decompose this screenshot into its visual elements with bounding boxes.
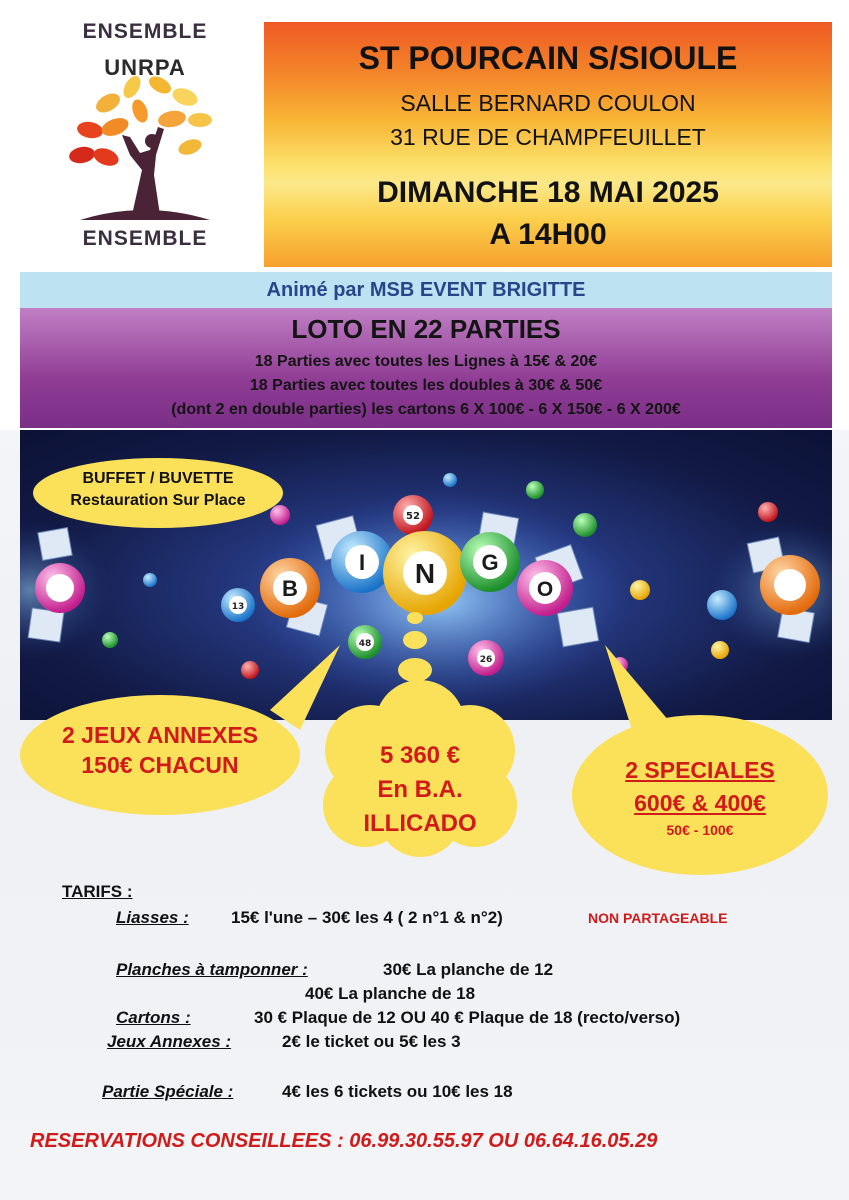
- bingo-letter-g: G: [481, 550, 499, 575]
- ball-number-26: 26: [479, 655, 493, 665]
- loto-line-3: (dont 2 en double parties) les cartons 6 X 100€ - 6 X 150€ - 6 X 200€: [171, 401, 681, 418]
- bingo-letter-o: O: [536, 578, 554, 601]
- annexes-value: 2€ le ticket ou 5€ les 3: [282, 1032, 461, 1051]
- liasses-note: NON PARTAGEABLE: [588, 910, 728, 926]
- speciales-line-3: 50€ - 100€: [666, 822, 734, 838]
- bingo-letter-i: I: [358, 550, 366, 575]
- town-name: ST POURCAIN S/SIOULE: [358, 40, 738, 76]
- animator-text: Animé par MSB EVENT BRIGITTE: [266, 279, 586, 301]
- prize-amount: 5 360 €: [379, 742, 461, 769]
- unrpa-logo: [40, 15, 250, 260]
- reservations-text: RESERVATIONS CONSEILLEES : 06.99.30.55.97 OU 06.64.16.05.29: [30, 1130, 658, 1152]
- loto-line-2: 18 Parties avec toutes les doubles à 30€ & 50€: [249, 377, 603, 394]
- tree-icon: [60, 75, 230, 225]
- venue-name: SALLE BERNARD COULON: [400, 90, 696, 116]
- loto-line-1: 18 Parties avec toutes les Lignes à 15€ & 20€: [254, 353, 598, 370]
- ball-number-48: 48: [358, 639, 372, 649]
- speciale-label: Partie Spéciale :: [102, 1082, 234, 1101]
- annexes-line-2: 150€ CHACUN: [81, 752, 239, 778]
- loto-title: LOTO EN 22 PARTIES: [291, 314, 561, 344]
- event-date: DIMANCHE 18 MAI 2025: [377, 176, 719, 209]
- prize-brand: ILLICADO: [363, 810, 477, 837]
- speciale-value: 4€ les 6 tickets ou 10€ les 18: [282, 1082, 513, 1101]
- bingo-letter-n: N: [414, 558, 436, 589]
- liasses-value: 15€ l'une – 30€ les 4 ( 2 n°1 & n°2): [231, 908, 503, 927]
- annexes-line-1: 2 JEUX ANNEXES: [62, 722, 258, 748]
- speciales-line-2: 600€ & 400€: [634, 790, 766, 816]
- buffet-line-2: Restauration Sur Place: [70, 492, 246, 509]
- cartons-value: 30 € Plaque de 12 OU 40 € Plaque de 18 (recto/verso): [254, 1008, 681, 1027]
- planches-value-2: 40€ La planche de 18: [305, 984, 476, 1003]
- loto-band: [20, 308, 832, 428]
- planches-value-1: 30€ La planche de 12: [383, 960, 554, 979]
- prize-type: En B.A.: [377, 776, 463, 803]
- ball-number-52: 52: [406, 511, 420, 522]
- logo-bottom-word: ENSEMBLE: [82, 227, 208, 250]
- liasses-label: Liasses :: [116, 908, 189, 927]
- animator-band: [20, 272, 832, 308]
- ball-number-13: 13: [231, 602, 245, 612]
- tarifs-title: TARIFS :: [62, 882, 133, 901]
- logo-org-name: UNRPA: [104, 55, 186, 80]
- bingo-letter-b: B: [282, 576, 298, 601]
- event-time: A 14H00: [489, 218, 607, 251]
- venue-address: 31 RUE DE CHAMPFEUILLET: [390, 124, 706, 150]
- buffet-line-1: BUFFET / BUVETTE: [82, 470, 234, 487]
- logo-top-word: ENSEMBLE: [82, 20, 208, 43]
- planches-label: Planches à tamponner :: [116, 960, 308, 979]
- cartons-label: Cartons :: [116, 1008, 191, 1027]
- event-header: [264, 22, 832, 267]
- annexes-label: Jeux Annexes :: [107, 1032, 232, 1051]
- speciales-line-1: 2 SPECIALES: [625, 757, 775, 783]
